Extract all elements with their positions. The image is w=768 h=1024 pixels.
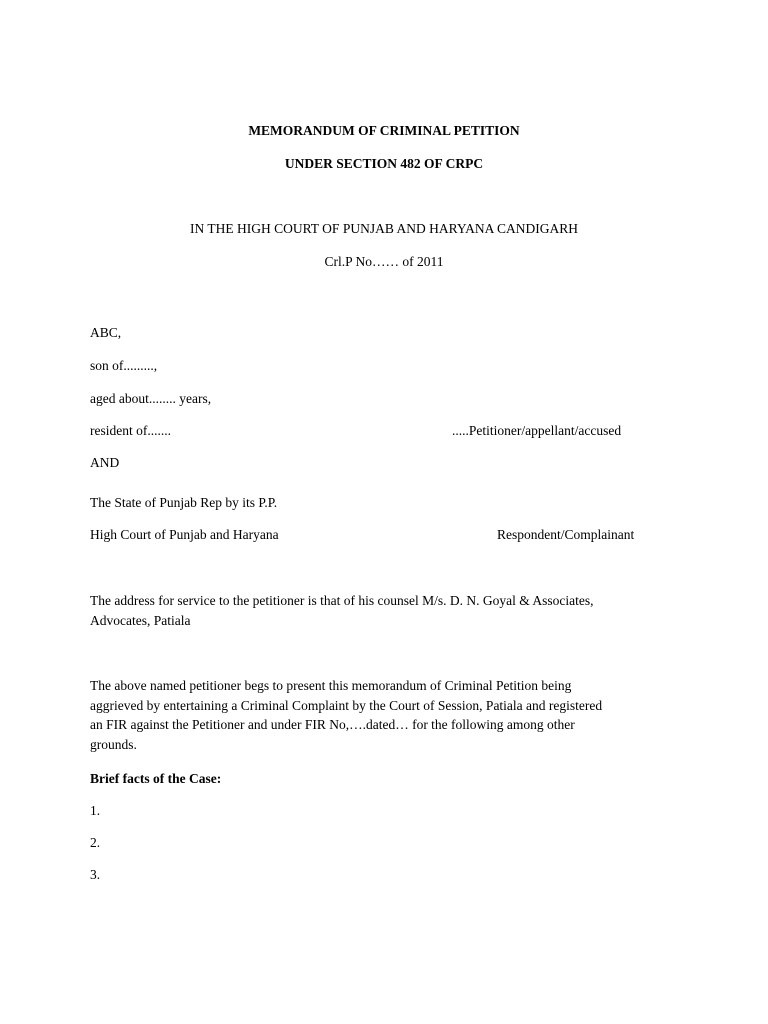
respondent-name: The State of Punjab Rep by its P.P. [90,495,278,510]
petition-body-line-3: an FIR against the Petitioner and under FIR No,….dated… for the following among other [90,717,575,732]
petition-body-line-2: aggrieved by entertaining a Criminal Complaint by the Court of Session, Patiala and registered [90,698,603,713]
petition-body-line-1: The above named petitioner begs to present this memorandum of Criminal Petition being [90,678,572,693]
brief-facts-heading: Brief facts of the Case: [90,771,222,786]
respondent-role: Respondent/Complainant [497,527,635,542]
case-number: Crl.P No…… of 2011 [324,254,444,269]
title-line-1: MEMORANDUM OF CRIMINAL PETITION [248,123,520,138]
brief-facts-item-2: 2. [90,835,101,850]
petitioner-residence: resident of....... [90,423,171,438]
court-name: IN THE HIGH COURT OF PUNJAB AND HARYANA CANDIGARH [190,221,578,236]
address-service-line-2: Advocates, Patiala [90,613,191,628]
petitioner-name: ABC, [90,325,122,340]
petitioner-age: aged about........ years, [90,391,212,406]
respondent-court: High Court of Punjab and Haryana [90,527,279,542]
petitioner-role: .....Petitioner/appellant/accused [452,423,622,438]
address-service-line-1: The address for service to the petitioner is that of his counsel M/s. D. N. Goyal & Associates, [90,593,594,608]
petition-body-line-4: grounds. [90,737,137,752]
brief-facts-item-1: 1. [90,803,101,818]
conjunction-and: AND [90,455,120,470]
petitioner-son-of: son of........., [90,358,158,373]
title-line-2: UNDER SECTION 482 OF CRPC [284,156,484,171]
brief-facts-item-3: 3. [90,867,101,882]
